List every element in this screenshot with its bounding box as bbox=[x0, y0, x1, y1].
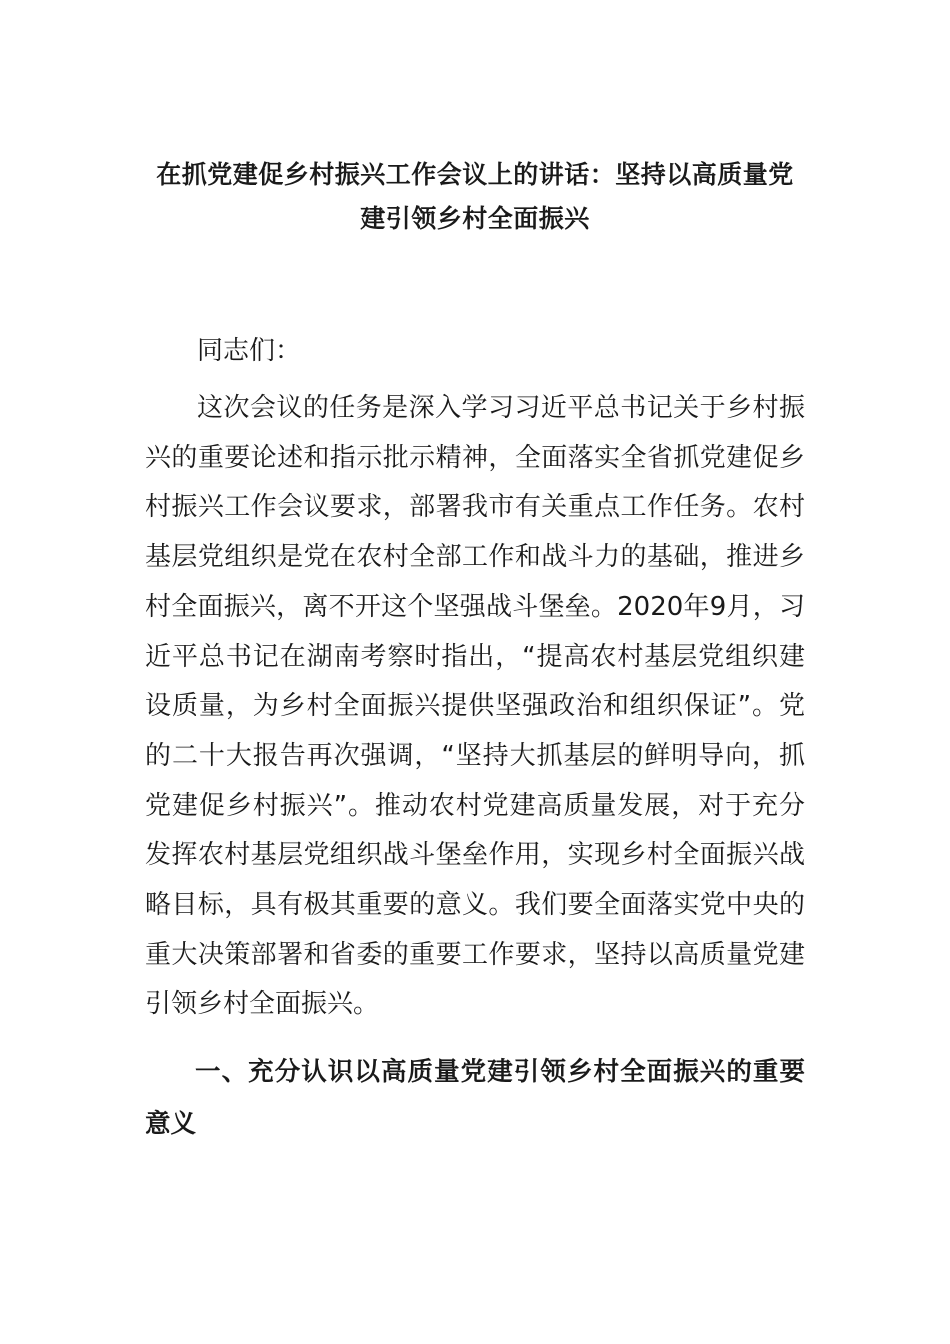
document-title: 在抓党建促乡村振兴工作会议上的讲话：坚持以高质量党建引领乡村全面振兴 bbox=[156, 160, 794, 233]
section-heading-1: 一、充分认识以高质量党建引领乡村全面振兴的重要意义 bbox=[145, 1057, 805, 1139]
body-paragraph-1: 这次会议的任务是深入学习习近平总书记关于乡村振兴的重要论述和指示批示精神，全面落实全省抓党建促乡村振兴工作会议要求，部署我市有关重点工作任务。农村基层党组织是党在农村全部工作和战斗力的基础，推进乡村全面振兴，离不开这个坚强战斗堡垒。2020年9月，习近平总书记在湖南考察时指出，“提高农村基层党组织建设质量，为乡村全面振兴提供坚强政治和组织保证”。党的二十大报告再次强调，“坚持大抓基层的鲜明导向，抓党建促乡村振兴”。推动农村党建高质量发展，对于充分发挥农村基层党组织战斗堡垒作用，实现乡村全面振兴战略目标，具有极其重要的意义。我们要全面落实党中央的重大决策部署和省委的重要工作要求，坚持以高质量党建引领乡村全面振兴。 bbox=[145, 393, 805, 1020]
salutation: 同志们： bbox=[197, 336, 302, 366]
